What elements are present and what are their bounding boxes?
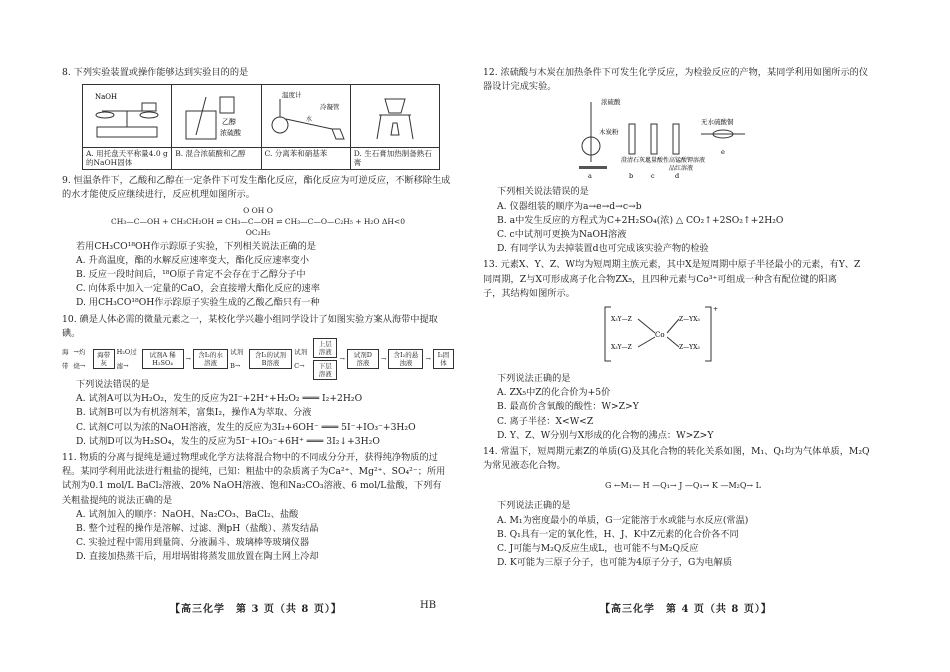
label-conc-acid: 浓硫酸 [601, 98, 621, 107]
q13-option-b: B. 最高价含氧酸的酸性：W>Z>Y [497, 401, 639, 413]
naoh-label: NaOH [95, 92, 118, 101]
q11-line-3: 试剂为0.1 mol/L BaCl₂溶液、20% NaOH溶液、饱和Na₂CO₃溶液、6 mol/L盐酸，下列有 [62, 480, 442, 492]
svg-text:Z—YX₃: Z—YX₃ [679, 344, 700, 352]
q11-line-1: 11. 物质的分离与提纯是通过物理或化学方法将混合物中的不同成分分开，获得纯净物质的过 [62, 452, 438, 464]
condenser-label: 冷凝管 [319, 102, 340, 111]
q8-stem: 8. 下列实验装置或操作能够达到实验目的的是 [62, 67, 249, 78]
label-charcoal: 木炭粉 [599, 128, 619, 137]
q8-option-d-cell [351, 85, 439, 169]
q13-option-a: A. ZX₅中Z的化合价为+5价 [497, 387, 611, 399]
question-8 [62, 66, 454, 170]
q8-apparatus-table [82, 84, 440, 170]
q14-option-b: B. Q₁具有一定的氧化性，H、J、K中Z元素的化合价各不同 [497, 528, 739, 540]
balance-figure [87, 89, 167, 144]
flow-lower: 下层溶液 [313, 360, 337, 380]
q9-stem-1: 9. 恒温条件下，乙酸和乙醇在一定条件下可发生酯化反应，酯化反应为可逆反应，不断移除生成 [62, 175, 451, 187]
q12-option-b: B. a中发生反应的方程式为C+2H₂SO₄(浓) △ CO₂↑+2SO₂↑+2H₂O [497, 214, 784, 226]
q13-line-2: 同周期，Z与X可形成离子化合物ZX₅，且四种元素与Co³⁺可组成一种含有配位键的阳离 [483, 273, 837, 285]
mech-line-2: CH₃—C—OH + CH₃CH₂OH ⇌ CH₃—C—OH ⇌ CH₃—C—O—C₂H₅ + H₂O ΔH<0 [111, 216, 405, 226]
flow-reagent-c: 试剂C→ [294, 348, 308, 371]
q10-stem: 10. 碘是人体必需的微量元素之一，某校化学兴趣小组同学设计了如图实验方案从海带中提取碘。 [62, 313, 438, 339]
q14-option-c: C. J可能与M₂Q反应生成L，也可能不与M₂Q反应 [497, 543, 699, 555]
q9-stem-2: 的水才能使反应继续进行，反应机理如图所示。 [62, 189, 255, 201]
q8-option-b-cell [172, 85, 261, 169]
q11-option-a: A. 试剂加入的顺序：NaOH、Na₂CO₃、BaCl₂、盐酸 [76, 508, 299, 520]
q12-option-d: D. 有同学认为去掉装置d也可完成该实验产物的检验 [497, 243, 709, 255]
q10-flowchart: 海带 →灼烧→ 海带灰 H₂O过滤→ 试剂A 稀H₂SO₄ → 含I₂的水溶液 试剂B→ 含I₂的试剂B溶液 试剂C→ 上层溶液 下层溶液 → 试剂D 溶液 → 含I₂的悬浊液 → I₂固体 [62, 344, 454, 374]
flow-reagent-b: 试剂B→ [230, 348, 244, 371]
label-fuchsine: 品红溶液 [669, 165, 694, 173]
right-footer: 【高三化学 第 4 页（共 8 页）】 [600, 604, 772, 615]
label-kmno4: 足量酸性高锰酸钾溶液 [645, 157, 706, 165]
flow-water: H₂O过滤→ [116, 348, 137, 371]
thermometer-label: 温度计 [281, 90, 302, 99]
mech-line-3: OC₂H₅ [245, 227, 271, 237]
q8-caption-d: D. 生石膏加热制备熟石膏 [351, 147, 439, 169]
question-14 [483, 445, 883, 570]
q8-option-a-cell [83, 85, 172, 169]
flow-i2-water: 含I₂的水溶液 [193, 349, 228, 369]
q12-option-a: A. 仪器组装的顺序为a→e→d→c→b [497, 200, 642, 212]
left-footer: 【高三化学 第 3 页（共 8 页）】 [170, 604, 342, 615]
flow-ash: 海带灰 [93, 349, 115, 369]
letter-e: e [721, 148, 725, 157]
letter-c: c [651, 172, 655, 181]
svg-text:Co: Co [655, 331, 665, 340]
label-cuso4: 无水硫酸铜 [701, 118, 734, 127]
q9-option-b: B. 反应一段时间后，¹⁸O原子肯定不会存在于乙醇分子中 [76, 269, 306, 281]
flow-suspension: 含I₂的悬浊液 [388, 349, 423, 369]
flow-i2-solid: I₂固体 [433, 349, 454, 369]
svg-text:X₃Y—Z: X₃Y—Z [611, 344, 632, 352]
q9-option-a: A. 升高温度，酯的水解反应速率变大，酯化反应速率变小 [76, 254, 309, 266]
q14-option-d: D. K可能为三原子分子，也可能为4原子分子，G为电解质 [497, 557, 733, 569]
flow-reagent-a: 试剂A 稀H₂SO₄ [142, 349, 184, 369]
flow-burn: →灼烧→ [73, 348, 86, 371]
q12-apparatus-figure [483, 94, 883, 180]
left-page [62, 66, 454, 567]
question-10 [62, 313, 454, 449]
q11-option-d: D. 直接加热蒸干后，用坩埚钳将蒸发皿放置在陶土网上冷却 [76, 551, 319, 563]
q12-option-c: C. c中试剂可更换为NaOH溶液 [497, 229, 627, 241]
q8-option-c-cell [262, 85, 351, 169]
letter-b: b [629, 172, 634, 181]
water-label: 水 [305, 115, 312, 123]
page-mark: HB [420, 600, 437, 611]
q12-stem-2: 器设计完成实验。 [483, 81, 557, 93]
q13-cobalt-complex-figure [483, 301, 883, 367]
q11-line-4: 关粗盐提纯的说法正确的是 [62, 494, 173, 506]
q13-line-1: 13. 元素X、Y、Z、W均为短周期主族元素，其中X是短周期中原子半径最小的元素，有Y、Z [483, 259, 861, 271]
q8-caption-c: C. 分离苯和硝基苯 [262, 147, 350, 169]
q11-line-2: 程。某同学利用此法进行粗盐的提纯，已知：粗盐中的杂质离子为Ca²⁺、Mg²⁺、SO₄²⁻；所用 [62, 466, 446, 478]
question-11 [62, 451, 454, 565]
q14-reaction-chain: G ←M₁— H —Q₁→ J —Q₁→ K —M₂Q→ L [605, 481, 761, 491]
q13-option-c: C. 离子半径：X<W<Z [497, 415, 594, 427]
svg-text:Z—YX₃: Z—YX₃ [679, 316, 700, 324]
q10-option-a: A. 试剂A可以为H₂O₂，发生的反应为2I⁻+2H⁺+H₂O₂ ═══ I₂+2H₂O [76, 393, 363, 405]
q12-stem-1: 12. 浓硫酸与木炭在加热条件下可发生化学反应，为检验反应的产物，某同学利用如图所示的仪 [483, 67, 869, 78]
flow-upper: 上层溶液 [313, 338, 337, 358]
flow-seaweed: 海带 [62, 348, 69, 371]
letter-d: d [675, 172, 680, 181]
q10-option-d: D. 试剂D可以为H₂SO₄，发生的反应为5I⁻+IO₃⁻+6H⁺ ═══ 3I₂↓+3H₂O [76, 435, 380, 447]
q14-line-2: 为常见液态化合物。 [483, 460, 566, 472]
crucible-heating-figure [365, 89, 425, 144]
letter-a: a [588, 172, 592, 181]
q12-question: 下列相关说法错误的是 [497, 186, 589, 198]
question-12 [483, 66, 883, 256]
q14-line-1: 14. 常温下，短周期元素Z的单质(G)及其化合物的转化关系如图，M₁、Q₁均为气体单质，M₂Q [483, 446, 870, 458]
ethanol-label: 乙醇 [222, 117, 237, 126]
right-page [483, 66, 883, 572]
q14-option-a: A. M₁为密度最小的单质，G一定能溶于水或能与水反应(常温) [497, 514, 749, 526]
q9-question: 若用CH₃CO¹⁸OH作示踪原子实验，下列相关说法正确的是 [76, 240, 316, 252]
q9-mechanism [62, 205, 454, 238]
distillation-figure [262, 89, 350, 144]
q8-caption-b: B. 混合浓硫酸和乙醇 [172, 147, 260, 169]
q13-line-3: 子，其结构如图所示。 [483, 287, 575, 299]
acid-label: 浓硫酸 [220, 128, 242, 137]
q9-option-c: C. 向体系中加入一定量的CaO，会直接增大酯化反应的速率 [76, 283, 320, 295]
q10-option-c: C. 试剂C可以为浓的NaOH溶液，发生的反应为3I₂+6OH⁻ ═══ 5I⁻+IO₃⁻+3H₂O [76, 421, 416, 433]
q9-option-d: D. 用CH₃CO¹⁸OH作示踪原子实验生成的乙酸乙酯只有一种 [76, 297, 320, 309]
q14-question: 下列说法正确的是 [497, 500, 571, 512]
question-9 [62, 174, 454, 310]
q13-option-d: D. Y、Z、W分别与X形成的化合物的沸点：W>Z>Y [497, 429, 714, 441]
flow-i2-b: 含I₂的试剂B溶液 [249, 349, 292, 369]
svg-text:+: + [713, 306, 719, 314]
mech-line-1: O OH O [243, 205, 273, 215]
q10-option-b: B. 试剂B可以为有机溶剂苯，富集I₂，操作A为萃取、分液 [76, 407, 312, 419]
flow-reagent-d: 试剂D 溶液 [347, 349, 379, 369]
q13-question: 下列说法正确的是 [497, 373, 571, 385]
svg-text:X₃Y—Z: X₃Y—Z [611, 316, 632, 324]
label-limewater: 澄清石灰水 [621, 157, 652, 165]
q11-option-b: B. 整个过程的操作是溶解、过滤、测pH（盐酸）、蒸发结晶 [76, 523, 319, 535]
q10-question: 下列说法错误的是 [76, 379, 150, 391]
q8-caption-a: A. 用托盘天平称量4.0 g的NaOH固体 [83, 147, 171, 169]
question-13 [483, 258, 883, 443]
beaker-mixing-figure [176, 89, 256, 144]
q11-option-c: C. 实验过程中需用到量筒、分液漏斗、玻璃棒等玻璃仪器 [76, 537, 310, 549]
